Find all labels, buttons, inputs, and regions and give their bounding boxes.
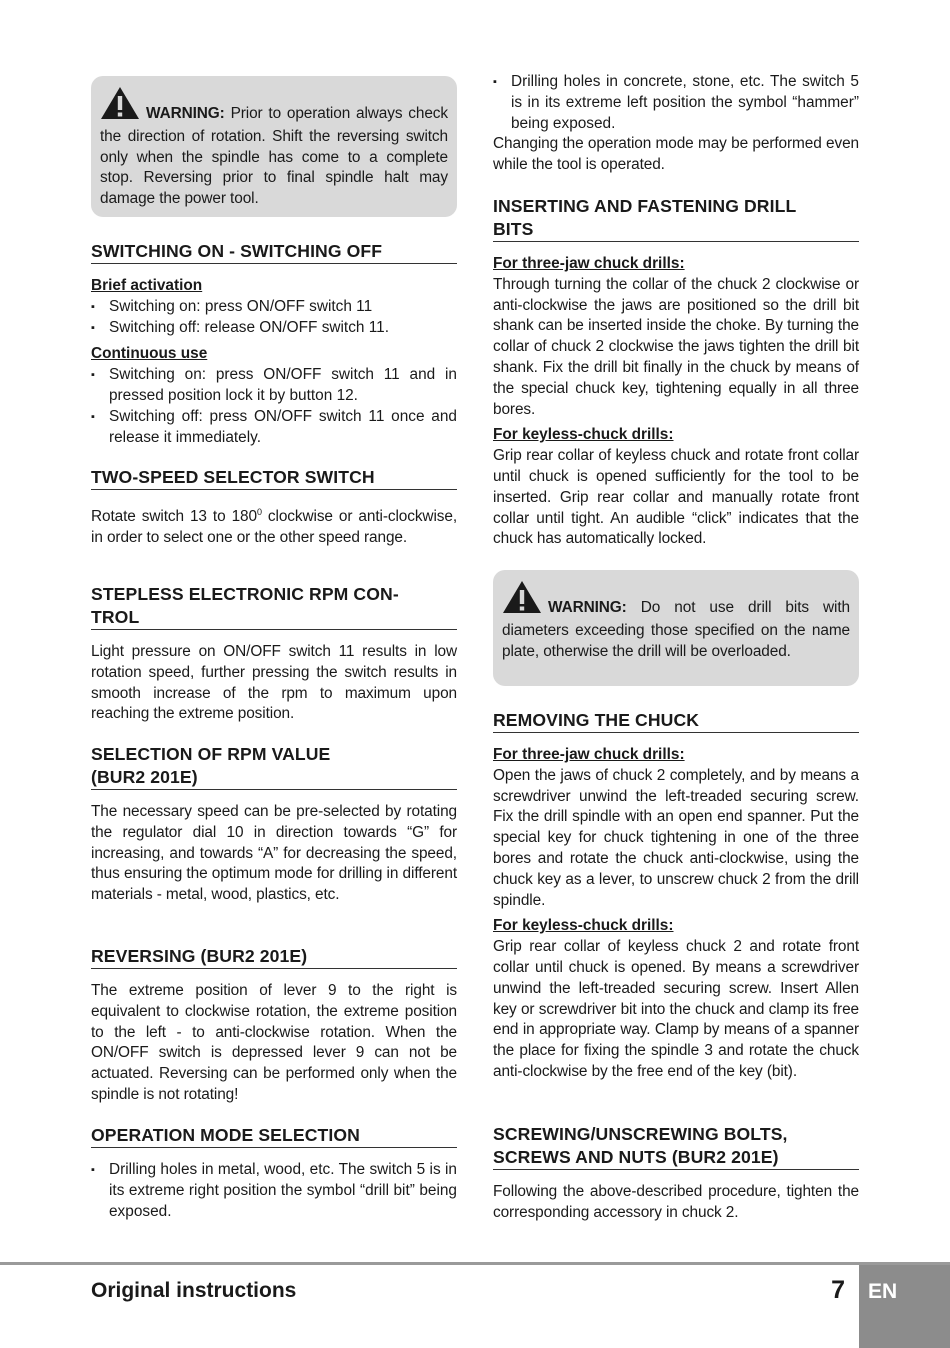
operation-mode-list-continued (493, 72, 859, 134)
warning-text: Do not use drill bits with diameters exceeding those specified on the name plate, otherwise the drill will be overloaded. (502, 599, 850, 660)
removing-content (493, 745, 859, 1083)
warning-paragraph (502, 580, 850, 662)
operation-mode-note: Changing the operation mode may be performed even while the tool is operated. (493, 135, 859, 174)
warning-paragraph (100, 86, 448, 210)
three-jaw-text: Open the jaws of chuck 2 completely, and by means a screwdriver unwind the left-treaded securing screw. Fix the drill spindle with an open end spanner. Put the special key for chuck tightening in one of the three bores and rotate the chuck anti-clockwise, using the chuck key as a lever, to unscrew chuck 2 from the drill spindle. (493, 766, 859, 909)
brief-activation-list (91, 297, 457, 339)
list-item: ▪ Switching off: press ON/OFF switch 11 once and release it immediately. (91, 407, 457, 449)
operation-mode-continued (493, 72, 859, 176)
language-label: EN (868, 1280, 898, 1303)
footer-title: Original instructions (91, 1279, 297, 1302)
language-tab (859, 1265, 950, 1348)
title-line: STEPLESS ELECTRONIC RPM CON- (91, 584, 399, 604)
warning-label: WARNING: (548, 599, 627, 616)
section-title-rpm-value (91, 743, 457, 790)
three-jaw-label: For three-jaw chuck drills: (493, 255, 685, 272)
brief-activation-label: Brief activation (91, 277, 203, 294)
two-speed-text-start: Rotate switch 13 to 180 (91, 508, 257, 526)
list-item: ▪ Switching off: release ON/OFF switch 11. (91, 318, 457, 339)
section-title-reversing: REVERSING (BUR2 201E) (91, 945, 457, 969)
continuous-use-label: Continuous use (91, 345, 208, 363)
keyless-text: Grip rear collar of keyless chuck 2 and rotate front collar until chuck is opened. By means a screwdriver unwind the left-treaded securing screw. Insert Allen key or screwdriver bit into the chuck and clamp its free end in appropriate way. Clamp by means of a spanner the place for fixing the spindle 3 and rotate the chuck anti-clockwise by the free end of the key (bit). (493, 938, 859, 1080)
keyless-label: For keyless-chuck drills: (493, 426, 674, 444)
list-item: ▪ Drilling holes in concrete, stone, etc. The switch 5 is in its extreme left position the symbol “hammer” being exposed. (493, 72, 859, 134)
footer-divider (0, 1262, 950, 1265)
title-line: SCREWING/UNSCREWING BOLTS, (493, 1124, 788, 1144)
section-title-stepless (91, 583, 457, 630)
warning-box-rotation (91, 76, 457, 217)
list-item: ▪ Drilling holes in metal, wood, etc. The switch 5 is in its extreme right position the symbol “drill bit” being exposed. (91, 1160, 457, 1222)
section-title-two-speed: TWO-SPEED SELECTOR SWITCH (91, 466, 457, 490)
degree-superscript: 0 (256, 507, 262, 517)
warning-label: WARNING: (146, 105, 225, 122)
section-title-removing: REMOVING THE CHUCK (493, 709, 859, 733)
title-line: SELECTION OF RPM VALUE (91, 744, 331, 764)
page-number: 7 (831, 1276, 845, 1304)
list-item: ▪ Switching on: press ON/OFF switch 11 and in pressed position lock it by button 12. (91, 365, 457, 407)
keyless-text: Grip rear collar of keyless chuck and rotate front collar until chuck is opened sufficiently for the tool to be inserted. Grip rear collar and manually rotate front collar until tight. An audible “click” indicates that the chuck has automatically locked. (493, 447, 859, 548)
title-line: TROL (91, 607, 140, 627)
section-title-operation-mode: OPERATION MODE SELECTION (91, 1124, 457, 1148)
title-line: SCREWS AND NUTS (BUR2 201E) (493, 1147, 779, 1167)
three-jaw-text: Through turning the collar of the chuck 2 clockwise or anti-clockwise the jaws are positioned so the drill bit shank can be inserted inside the choke. By turning the collar of chuck 2 clockwise the jaws tighten the drill bit shank. Fix the drill bit finally in the chuck by means of the special chuck key, tightening equally in all three bores. (493, 275, 859, 418)
section-title-inserting (493, 195, 859, 242)
two-speed-text-end: clockwise or anti-clockwise, in order to select one or the other speed range. (91, 508, 457, 546)
title-line: INSERTING AND FASTENING DRILL (493, 196, 797, 216)
section-title-screwing (493, 1123, 859, 1170)
stepless-text: Light pressure on ON/OFF switch 11 results in low rotation speed, further pressing the switch results in smooth increase of the rpm to maximum upon reaching the extreme position. (91, 643, 457, 723)
two-speed-text (91, 502, 457, 549)
switching-content (91, 276, 457, 448)
inserting-content (493, 254, 859, 550)
warning-triangle-icon (502, 580, 542, 621)
rpm-value-text: The necessary speed can be pre-selected by rotating the regulator dial 10 in direction towards “G” for increasing, and towards “A” for decreasing the speed, thus ensuring the optimum mode for drilling in different materials - metal, wood, plastics, etc. (91, 803, 457, 904)
section-title-switching: SWITCHING ON - SWITCHING OFF (91, 240, 457, 264)
title-line: (BUR2 201E) (91, 767, 198, 787)
operation-mode-list (91, 1160, 457, 1222)
screwing-text: Following the above-described procedure, tighten the corresponding accessory in chuck 2. (493, 1183, 859, 1221)
three-jaw-label: For three-jaw chuck drills: (493, 746, 685, 763)
list-item: ▪ Switching on: press ON/OFF switch 11 (91, 297, 457, 318)
warning-triangle-icon (100, 86, 140, 127)
continuous-use-list (91, 365, 457, 448)
title-line: BITS (493, 219, 534, 239)
warning-box-drill-bits (493, 570, 859, 686)
reversing-text: The extreme position of lever 9 to the right is equivalent to clockwise rotation, the extreme position to the left - to anti-clockwise rotation. When the ON/OFF switch is depressed lever 9 can not be actuated. Reversing can be performed only when the spindle is not rotating! (91, 982, 457, 1103)
keyless-label: For keyless-chuck drills: (493, 917, 674, 935)
warning-text: Prior to operation always check the direction of rotation. Shift the reversing switch only when the spindle has come to a complete stop. Reversing prior to final spindle halt may damage the power tool. (100, 105, 448, 208)
